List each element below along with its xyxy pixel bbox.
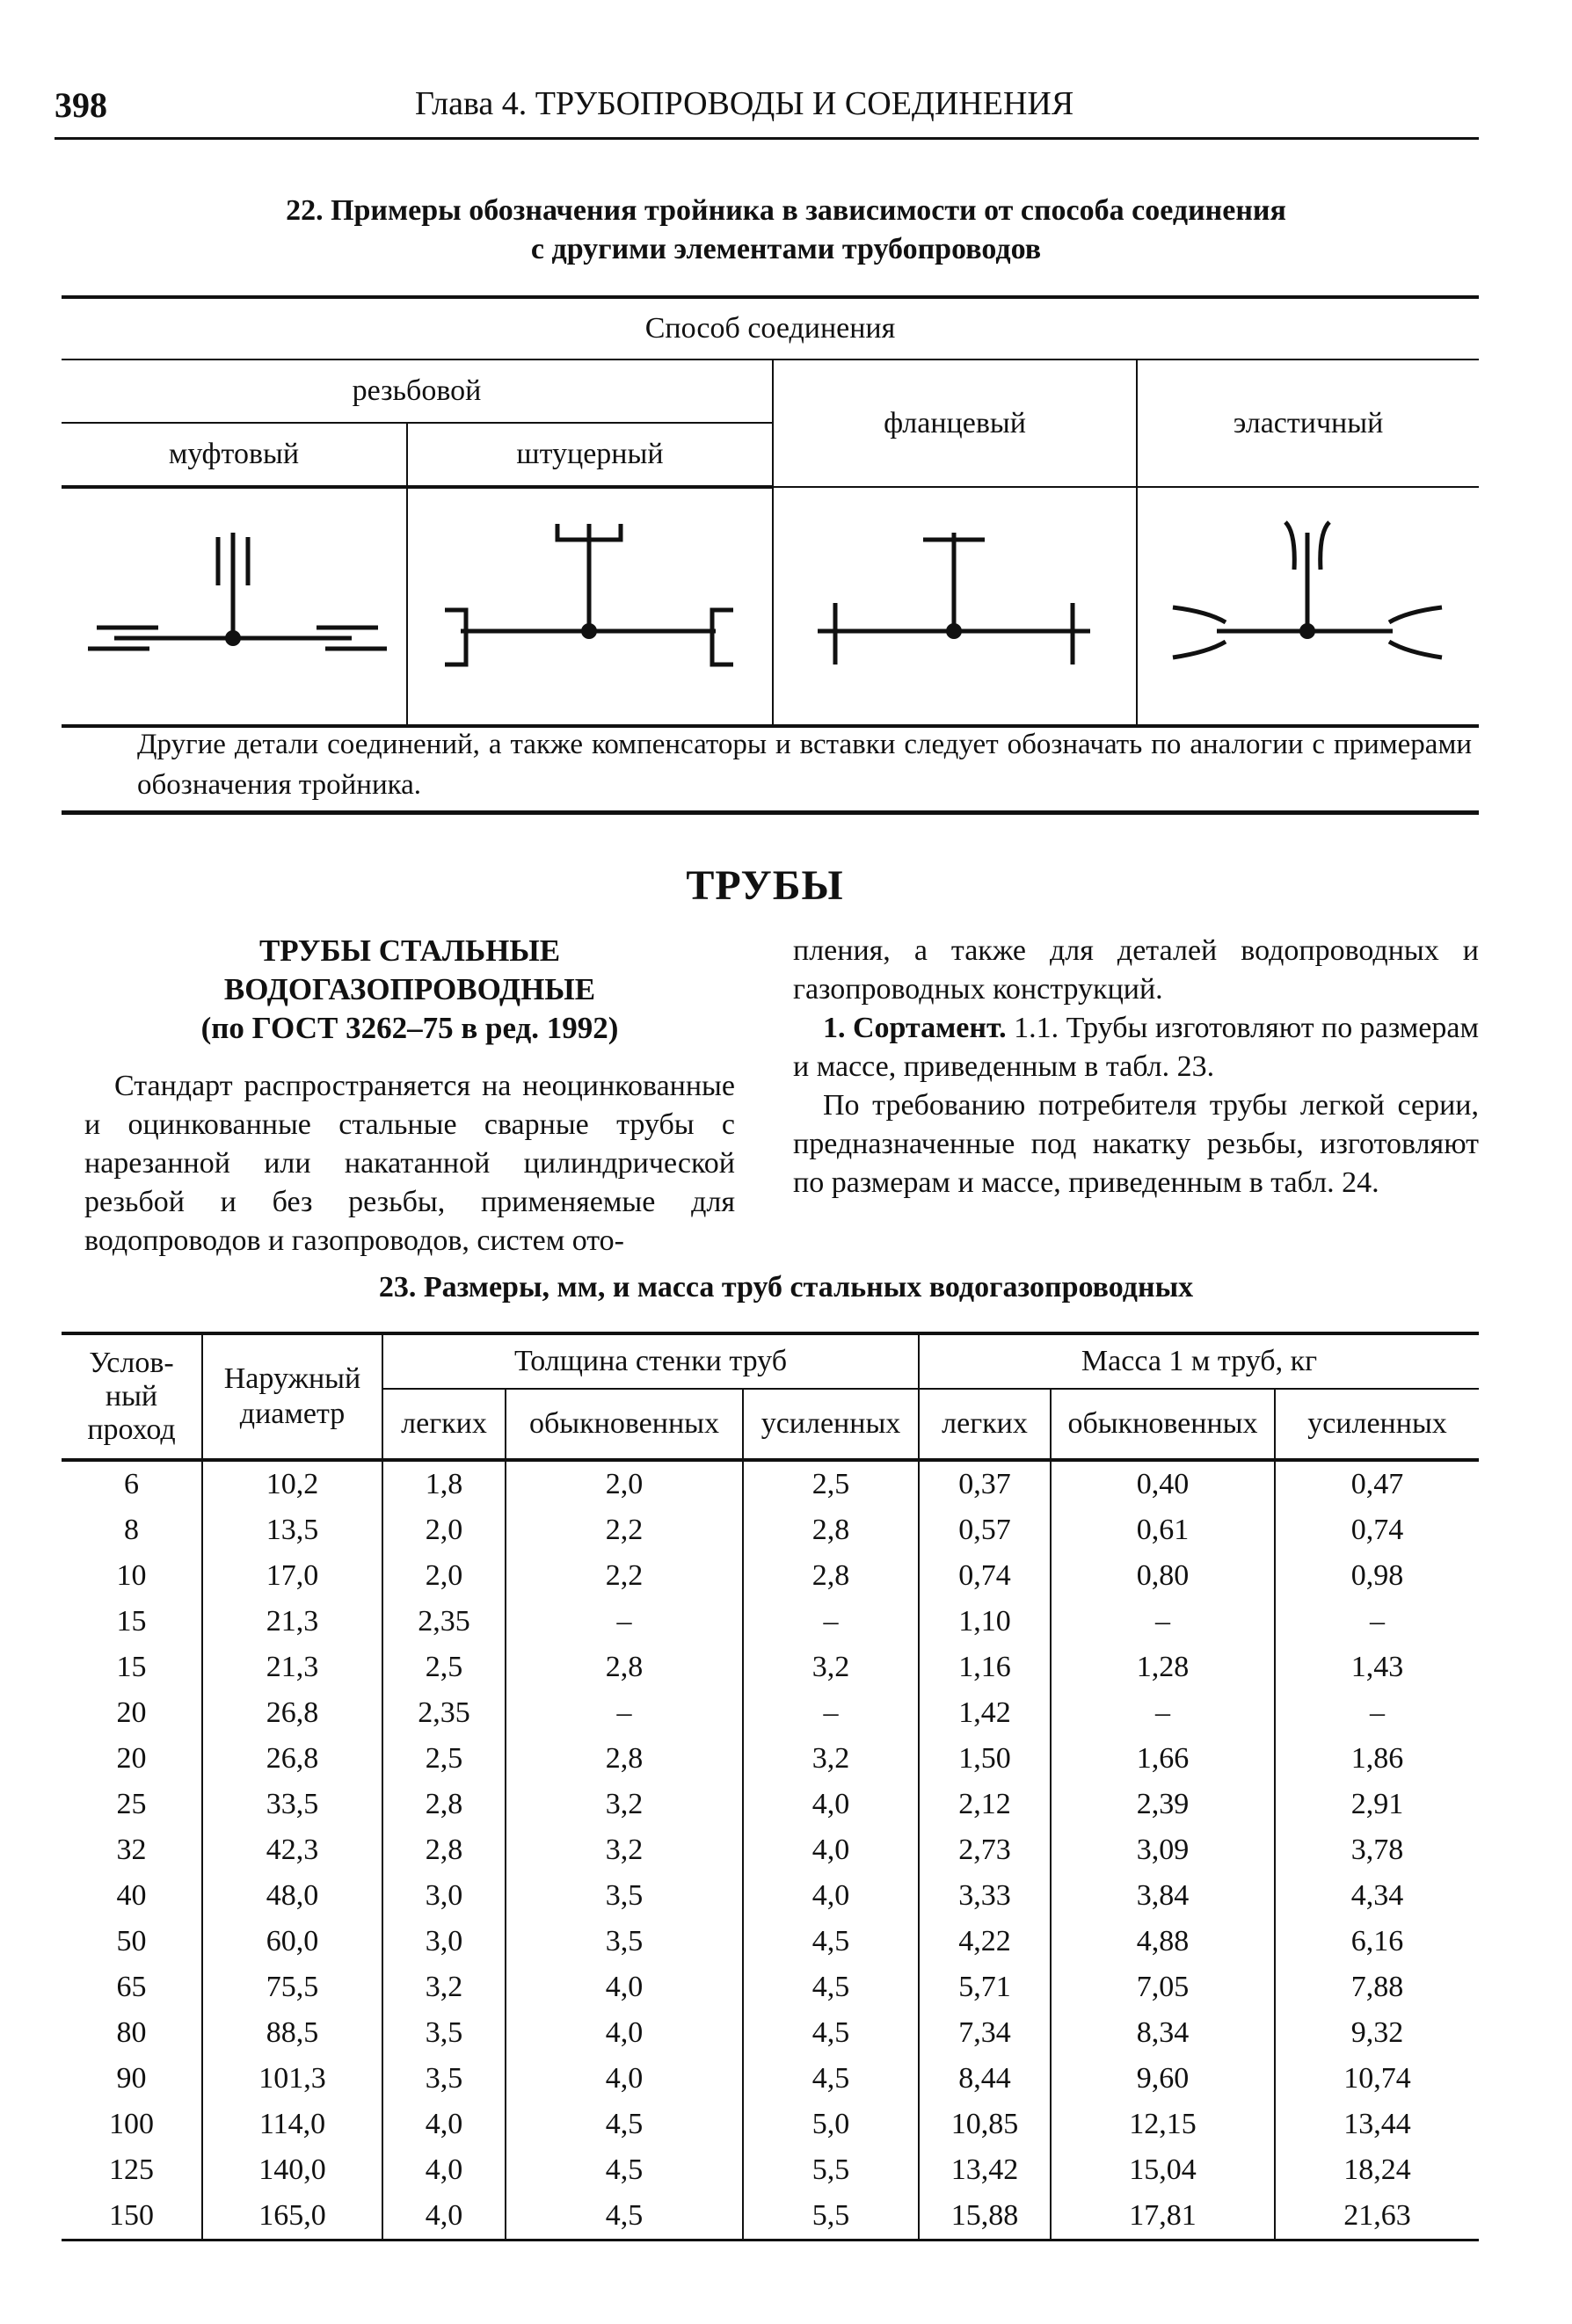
table-cell: 3,5 [506, 1873, 743, 1919]
table-cell: 4,0 [743, 1827, 919, 1873]
left-paragraph: Стандарт распространяется на неоцинкованные и оцинкованные стальные сварные трубы с нарезанной или накатанной цилиндрической резьбой и без резьбы, применяемые для водопроводов и газопроводов, систем ото- [84, 1070, 735, 1257]
table22-caption-line1: 22. Примеры обозначения тройника в зависимости от способа соединения [286, 194, 1286, 227]
table-cell: 2,2 [506, 1553, 743, 1599]
table22-coupling-header: муфтовый [62, 423, 407, 487]
table-cell: 13,44 [1275, 2102, 1479, 2147]
table-cell: 4,5 [506, 2102, 743, 2147]
table-cell: 125 [62, 2147, 202, 2193]
table-cell: 32 [62, 1827, 202, 1873]
table-cell: 88,5 [202, 2010, 382, 2056]
table-cell: 5,5 [743, 2193, 919, 2240]
table-cell: 4,0 [743, 1873, 919, 1919]
table-row [62, 1599, 1479, 1645]
table-cell: 4,0 [382, 2193, 506, 2240]
table-cell: 4,0 [506, 1965, 743, 2010]
symbol-union-cell [407, 487, 773, 726]
table-cell: 1,8 [382, 1460, 506, 1507]
note-rule [62, 810, 1479, 815]
header-outer-line2: диаметр [239, 1398, 346, 1430]
table-cell: 3,84 [1051, 1873, 1275, 1919]
table-cell: 26,8 [202, 1690, 382, 1736]
table23-header-wall-reinforced: усиленных [743, 1389, 919, 1460]
chapter-title: Глава 4. ТРУБОПРОВОДЫ И СОЕДИНЕНИЯ [415, 85, 1074, 122]
left-column [84, 932, 735, 1260]
right-column [793, 932, 1479, 1202]
table22-note: Другие детали соединений, а также компенсаторы и вставки следует обозначать по аналогии с примерами обозначения тройника. [137, 729, 1472, 801]
table-row [62, 1736, 1479, 1782]
table-cell: 0,80 [1051, 1553, 1275, 1599]
table22-elastic-header: эластичный [1137, 359, 1479, 487]
table-cell: 26,8 [202, 1736, 382, 1782]
table-cell: 4,5 [506, 2147, 743, 2193]
table-cell: 150 [62, 2193, 202, 2240]
table-cell: 25 [62, 1782, 202, 1827]
symbol-flanged-cell [773, 487, 1137, 726]
table-cell: 50 [62, 1919, 202, 1965]
table-cell: 2,2 [506, 1507, 743, 1553]
table-cell: 8,34 [1051, 2010, 1275, 2056]
table-cell: 8 [62, 1507, 202, 1553]
table-cell: 4,5 [743, 2010, 919, 2056]
section-title: ТРУБЫ [686, 862, 844, 909]
table-cell: 5,0 [743, 2102, 919, 2147]
table-cell: 10,74 [1275, 2056, 1479, 2102]
table-cell: 0,98 [1275, 1553, 1479, 1599]
header-nominal-line1: Услов- [89, 1347, 174, 1379]
table23-header-mass-ordinary: обыкновенных [1051, 1389, 1275, 1460]
table-cell: 15 [62, 1599, 202, 1645]
table-cell: 3,2 [382, 1965, 506, 2010]
table-cell: 4,5 [743, 1965, 919, 2010]
table23-header-mass-light: легких [919, 1389, 1051, 1460]
table-cell: 65 [62, 1965, 202, 2010]
table-cell: 3,09 [1051, 1827, 1275, 1873]
table22-union-header: штуцерный [407, 423, 773, 487]
table-cell: – [1051, 1599, 1275, 1645]
table-cell: – [506, 1690, 743, 1736]
table-row [62, 1645, 1479, 1690]
subsection-standard: (по ГОСТ 3262–75 в ред. 1992) [200, 1011, 619, 1045]
table-row [62, 1873, 1479, 1919]
table23-header-outer-diameter [202, 1333, 382, 1460]
table-cell: – [1051, 1690, 1275, 1736]
table-row [62, 2147, 1479, 2193]
assortment-text: 1.1. Трубы изготовляют по размерам и массе, приведенным в табл. 23. [793, 1012, 1480, 1083]
table-row [62, 1782, 1479, 1827]
table-cell: 2,91 [1275, 1782, 1479, 1827]
table-cell: 21,3 [202, 1599, 382, 1645]
table-cell: 10,2 [202, 1460, 382, 1507]
table-cell: 4,5 [743, 2056, 919, 2102]
table-row [62, 1919, 1479, 1965]
right-paragraph-3: По требованию потребителя трубы легкой серии, предназначенные под накатку резьбы, изготовляют по размерам и массе, приведенным в табл. 24. [793, 1089, 1479, 1199]
table22-caption [0, 192, 1572, 269]
table-cell: 2,5 [382, 1645, 506, 1690]
table-cell: 3,0 [382, 1873, 506, 1919]
table-cell: 15,04 [1051, 2147, 1275, 2193]
table-cell: 75,5 [202, 1965, 382, 2010]
assortment-heading: 1. Сортамент. [823, 1012, 1007, 1044]
table-cell: 1,50 [919, 1736, 1051, 1782]
table-cell: 90 [62, 2056, 202, 2102]
table-cell: 4,5 [506, 2193, 743, 2240]
tee-coupling-symbol [62, 489, 404, 724]
table-cell: 10 [62, 1553, 202, 1599]
table-cell: 4,0 [506, 2056, 743, 2102]
table-cell: – [1275, 1599, 1479, 1645]
table-cell: 2,73 [919, 1827, 1051, 1873]
table-cell: 2,8 [743, 1507, 919, 1553]
right-paragraph-1: пления, а также для деталей водопроводных и газопроводных конструкций. [793, 934, 1479, 1006]
table-cell: 5,5 [743, 2147, 919, 2193]
table-cell: 1,66 [1051, 1736, 1275, 1782]
subsection-title-line2: ВОДОГАЗОПРОВОДНЫЕ [223, 972, 596, 1006]
table-cell: 4,0 [382, 2102, 506, 2147]
table-cell: 7,88 [1275, 1965, 1479, 2010]
table-row [62, 2010, 1479, 2056]
table-cell: 0,74 [919, 1553, 1051, 1599]
table-cell: 3,5 [506, 1919, 743, 1965]
table-cell: 1,16 [919, 1645, 1051, 1690]
table-cell: 20 [62, 1736, 202, 1782]
table-cell: 15,88 [919, 2193, 1051, 2240]
table22 [62, 295, 1479, 728]
table-cell: 3,33 [919, 1873, 1051, 1919]
table-cell: 1,43 [1275, 1645, 1479, 1690]
table-cell: 2,8 [382, 1782, 506, 1827]
table-cell: 8,44 [919, 2056, 1051, 2102]
table-cell: 17,0 [202, 1553, 382, 1599]
right-paragraph-2 [793, 1009, 1479, 1086]
table-cell: 4,0 [382, 2147, 506, 2193]
table-row [62, 1965, 1479, 2010]
page-number: 398 [55, 85, 107, 125]
table23 [62, 1332, 1479, 2241]
table-cell: 3,2 [743, 1645, 919, 1690]
table22-group-header: Способ соединения [62, 297, 1479, 359]
table-cell: 42,3 [202, 1827, 382, 1873]
table-cell: 40 [62, 1873, 202, 1919]
table-cell: 17,81 [1051, 2193, 1275, 2240]
table23-header-nominal [62, 1333, 202, 1460]
table-cell: 13,42 [919, 2147, 1051, 2193]
table-cell: 3,5 [382, 2056, 506, 2102]
table-cell: 4,5 [743, 1919, 919, 1965]
symbol-elastic-cell [1137, 487, 1479, 726]
table-row [62, 1827, 1479, 1873]
table-cell: 2,5 [743, 1460, 919, 1507]
table-cell: 3,5 [382, 2010, 506, 2056]
header-nominal-line3: проход [87, 1413, 176, 1446]
table-row [62, 1460, 1479, 1507]
table-cell: 12,15 [1051, 2102, 1275, 2147]
table-row [62, 2193, 1479, 2240]
header-outer-line1: Наружный [223, 1362, 361, 1395]
table-cell: 0,74 [1275, 1507, 1479, 1553]
table-cell: 2,8 [743, 1553, 919, 1599]
table-cell: 4,34 [1275, 1873, 1479, 1919]
table-cell: 21,3 [202, 1645, 382, 1690]
table-cell: 3,2 [506, 1782, 743, 1827]
table-cell: 0,37 [919, 1460, 1051, 1507]
table-cell: 4,88 [1051, 1919, 1275, 1965]
table-cell: – [506, 1599, 743, 1645]
table-cell: 7,05 [1051, 1965, 1275, 2010]
table-cell: 13,5 [202, 1507, 382, 1553]
table22-caption-line2: с другими элементами трубопроводов [530, 233, 1042, 265]
table-cell: 101,3 [202, 2056, 382, 2102]
table-cell: 1,28 [1051, 1645, 1275, 1690]
table23-header-wall-light: легких [382, 1389, 506, 1460]
table-cell: 2,8 [506, 1645, 743, 1690]
header-nominal-line2: ный [105, 1380, 158, 1413]
table-cell: 2,35 [382, 1690, 506, 1736]
table-cell: 0,57 [919, 1507, 1051, 1553]
table-cell: 3,2 [743, 1736, 919, 1782]
table-cell: 48,0 [202, 1873, 382, 1919]
table-cell: 140,0 [202, 2147, 382, 2193]
table-cell: 100 [62, 2102, 202, 2147]
symbol-coupling-cell [62, 487, 407, 726]
table-cell: 9,60 [1051, 2056, 1275, 2102]
table-cell: 2,0 [506, 1460, 743, 1507]
table23-header-mass: Масса 1 м труб, кг [919, 1333, 1479, 1389]
table23-body [62, 1460, 1479, 2240]
table-cell: – [743, 1599, 919, 1645]
table-cell: 4,0 [743, 1782, 919, 1827]
table-cell: – [1275, 1690, 1479, 1736]
table-cell: 18,24 [1275, 2147, 1479, 2193]
table-cell: 3,0 [382, 1919, 506, 1965]
table23-header-wall-ordinary: обыкновенных [506, 1389, 743, 1460]
table-cell: 33,5 [202, 1782, 382, 1827]
table23-caption: 23. Размеры, мм, и масса труб стальных водогазопроводных [378, 1271, 1194, 1304]
table-cell: 2,0 [382, 1553, 506, 1599]
table-cell: 0,61 [1051, 1507, 1275, 1553]
table-cell: 4,22 [919, 1919, 1051, 1965]
table-cell: 1,42 [919, 1690, 1051, 1736]
table23-header-mass-reinforced: усиленных [1275, 1389, 1479, 1460]
table-cell: 2,8 [506, 1736, 743, 1782]
table-cell: 2,8 [382, 1827, 506, 1873]
table22-flanged-header: фланцевый [773, 359, 1137, 487]
subsection-title-line1: ТРУБЫ СТАЛЬНЫЕ [258, 933, 561, 968]
tee-elastic-symbol [1138, 489, 1477, 724]
table-cell: 21,63 [1275, 2193, 1479, 2240]
table-cell: 4,0 [506, 2010, 743, 2056]
table-cell: 5,71 [919, 1965, 1051, 2010]
tee-flanged-symbol [774, 489, 1134, 724]
table-cell: 1,10 [919, 1599, 1051, 1645]
table-cell: 9,32 [1275, 2010, 1479, 2056]
table-row [62, 1553, 1479, 1599]
table-cell: 3,2 [506, 1827, 743, 1873]
table-cell: 2,12 [919, 1782, 1051, 1827]
header-rule [55, 137, 1479, 140]
table-cell: 20 [62, 1690, 202, 1736]
table-cell: 2,5 [382, 1736, 506, 1782]
table-row [62, 2102, 1479, 2147]
table-cell: 2,0 [382, 1507, 506, 1553]
table-cell: 80 [62, 2010, 202, 2056]
table-cell: 6,16 [1275, 1919, 1479, 1965]
table-cell: 3,78 [1275, 1827, 1479, 1873]
table-cell: 2,35 [382, 1599, 506, 1645]
table-row [62, 2056, 1479, 2102]
table-cell: 0,40 [1051, 1460, 1275, 1507]
table-cell: 15 [62, 1645, 202, 1690]
table-cell: – [743, 1690, 919, 1736]
tee-union-symbol [408, 489, 770, 724]
table-cell: 6 [62, 1460, 202, 1507]
table-cell: 0,47 [1275, 1460, 1479, 1507]
table-row [62, 1507, 1479, 1553]
table-row [62, 1690, 1479, 1736]
table-cell: 7,34 [919, 2010, 1051, 2056]
table-cell: 2,39 [1051, 1782, 1275, 1827]
table22-threaded-header: резьбовой [62, 359, 773, 423]
table23-header-wall-thickness: Толщина стенки труб [382, 1333, 919, 1389]
table-cell: 60,0 [202, 1919, 382, 1965]
table-cell: 114,0 [202, 2102, 382, 2147]
table-cell: 165,0 [202, 2193, 382, 2240]
table-cell: 10,85 [919, 2102, 1051, 2147]
table-cell: 1,86 [1275, 1736, 1479, 1782]
